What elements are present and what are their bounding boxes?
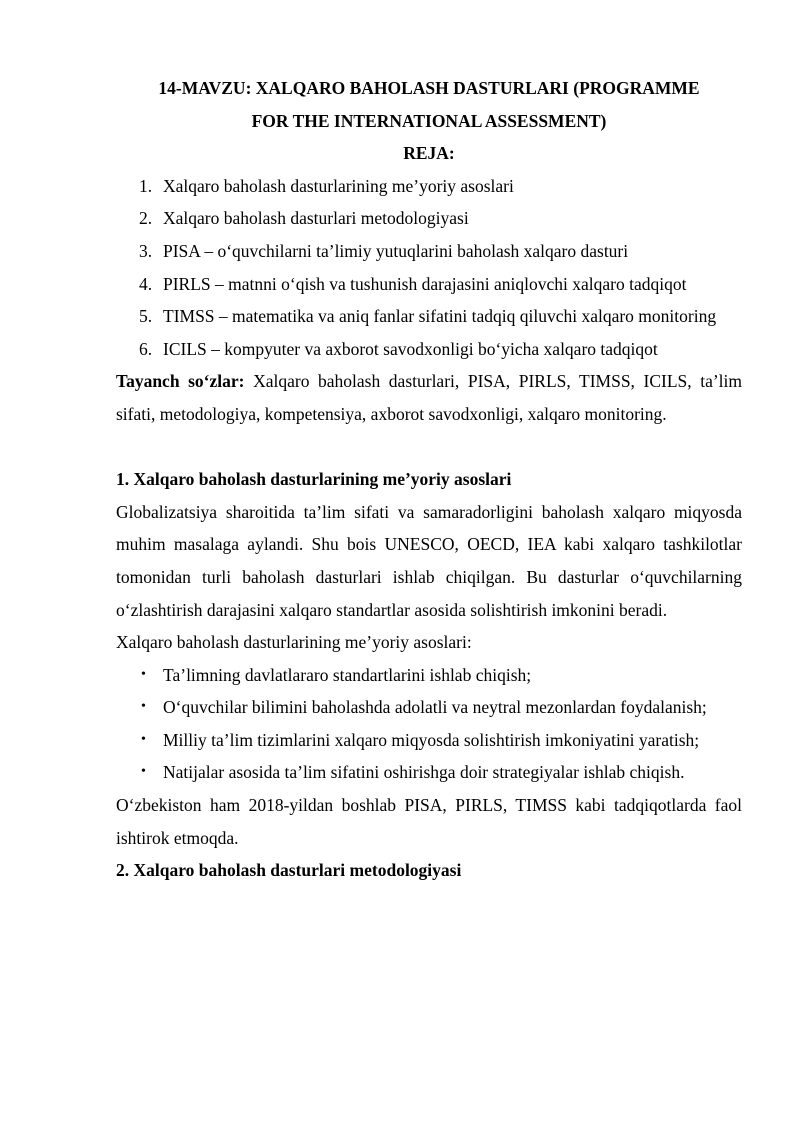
bullet-item	[141, 659, 742, 692]
section-1-paragraph-1: Globalizatsiya sharoitida ta’lim sifati va samaradorligini baholash xalqaro miqyosda muhim masalaga aylandi. Shu bois UNESCO, OECD, IEA kabi xalqaro tashkilotlar tomonidan turli baholash dasturlari ishlab chiqilgan. Bu dasturlar o‘quvchilarning o‘zlashtirish darajasini xalqaro standartlar asosida solishtirish imkonini beradi.	[116, 501, 742, 620]
plan-item	[139, 333, 742, 366]
keywords-text: Xalqaro baholash dasturlari, PISA, PIRLS, TIMSS, ICILS, ta’lim sifati, metodologiya, kompetensiya, axborot savodxonligi, xalqaro monitoring.	[116, 371, 742, 424]
bullet-text: Natijalar asosida ta’lim sifatini oshirishga doir strategiyalar ishlab chiqish.	[163, 762, 685, 783]
section-1-heading: 1. Xalqaro baholash dasturlarining me’yoriy asoslari	[116, 469, 512, 490]
bullet-icon: •	[141, 699, 146, 715]
keywords-label: Tayanch so‘zlar:	[116, 371, 245, 392]
bullet-item	[141, 756, 742, 789]
plan-item-text: ICILS – kompyuter va axborot savodxonligi bo‘yicha xalqaro tadqiqot	[163, 338, 658, 359]
plan-item-text: PISA – o‘quvchilarni ta’limiy yutuqlarini baholash xalqaro dasturi	[163, 240, 629, 261]
plan-item-text: TIMSS – matematika va aniq fanlar sifatini tadqiq qiluvchi xalqaro monitoring	[163, 306, 717, 327]
blank-line	[116, 431, 742, 464]
bullet-icon: •	[141, 666, 146, 682]
plan-item-number: 4.	[139, 273, 153, 294]
keywords-paragraph	[116, 365, 742, 430]
plan-item	[139, 202, 742, 235]
bullet-item	[141, 691, 742, 724]
bullet-item	[141, 724, 742, 757]
plan-item	[139, 170, 742, 203]
bullet-text: Milliy ta’lim tizimlarini xalqaro miqyosda solishtirish imkoniyatini yaratish;	[163, 729, 700, 750]
document-title-line-2: FOR THE INTERNATIONAL ASSESSMENT)	[251, 110, 607, 131]
plan-item-number: 6.	[139, 338, 153, 359]
document-title-line-1: 14-MAVZU: XALQARO BAHOLASH DASTURLARI (PROGRAMME	[158, 78, 700, 98]
bullet-icon: •	[141, 764, 146, 780]
plan-heading: REJA:	[403, 143, 455, 164]
document-page	[116, 72, 742, 887]
section-1-paragraph-2: Xalqaro baholash dasturlarining me’yoriy asoslari:	[116, 632, 472, 653]
plan-list	[116, 170, 742, 366]
plan-item-number: 1.	[139, 175, 153, 196]
plan-item-number: 3.	[139, 240, 153, 261]
plan-item-text: PIRLS – matnni o‘qish va tushunish darajasini aniqlovchi xalqaro tadqiqot	[163, 273, 687, 294]
plan-item-number: 5.	[139, 306, 153, 327]
bullet-text: O‘quvchilar bilimini baholashda adolatli va neytral mezonlardan foydalanish;	[163, 697, 707, 718]
plan-item	[139, 268, 742, 301]
bullet-icon: •	[141, 731, 146, 747]
bullet-list	[116, 659, 742, 789]
plan-item-number: 2.	[139, 208, 153, 229]
section-2-heading: 2. Xalqaro baholash dasturlari metodologiyasi	[116, 860, 462, 881]
bullet-text: Ta’limning davlatlararo standartlarini ishlab chiqish;	[163, 664, 532, 685]
plan-item-text: Xalqaro baholash dasturlarining me’yoriy asoslari	[163, 175, 514, 196]
section-1-paragraph-3: O‘zbekiston ham 2018-yildan boshlab PISA, PIRLS, TIMSS kabi tadqiqotlarda faol ishtirok etmoqda.	[116, 795, 742, 848]
plan-item	[139, 300, 742, 333]
plan-item	[139, 235, 742, 268]
plan-item-text: Xalqaro baholash dasturlari metodologiyasi	[163, 208, 469, 229]
